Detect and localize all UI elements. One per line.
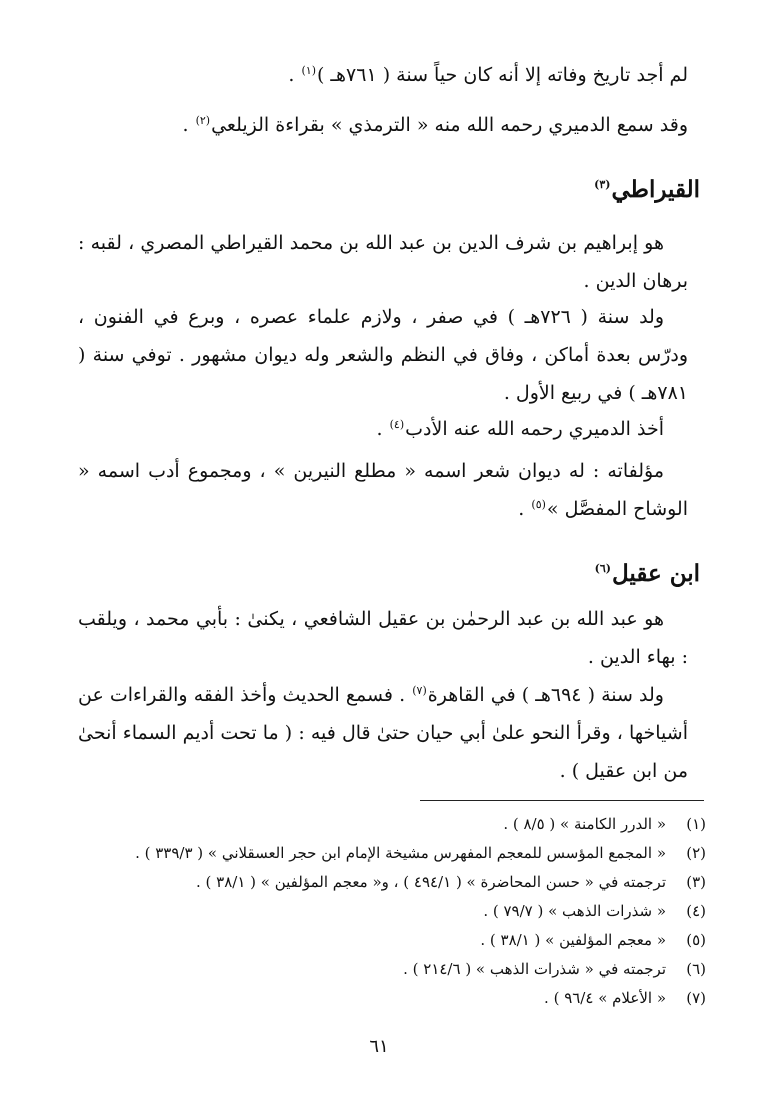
- footnote-item: [40, 868, 706, 897]
- footnote-number: (٥): [686, 931, 706, 949]
- footnote-item: [40, 810, 706, 839]
- intro-line-1-text: لم أجد تاريخ وفاته إلا أنه كان حياً سنة ( ٧٦١هـ ): [316, 64, 688, 86]
- section-heading-qirati: [593, 172, 700, 208]
- footnote-ref-7: (٧): [412, 683, 427, 697]
- footnote-ref-6: (٦): [594, 562, 611, 576]
- ibn-aqil-paragraph-2-rest: . فسمع الحديث وأخذ الفقه والقراءات عن أشياخها ، وقرأ النحو علىٰ أبي حيان حتىٰ قال فيه : ( ما تحت أديم السماء أنحىٰ من ابن عقيل ) .: [78, 684, 688, 782]
- footnote-ref-3: (٣): [594, 178, 611, 192]
- footnote-separator: [420, 800, 704, 801]
- footnote-ref-4: (٤): [389, 417, 405, 431]
- footnote-text: « الدرر الكامنة » ( ٨/٥ ) .: [503, 815, 666, 833]
- footnote-number: (٤): [686, 902, 706, 920]
- footnote-item: [40, 839, 706, 868]
- section-heading-ibn-aqil: [594, 556, 700, 592]
- page-number: ٦١: [369, 1036, 389, 1057]
- footnote-text: « شذرات الذهب » ( ٧٩/٧ ) .: [483, 902, 666, 920]
- footnote-number: (٢): [686, 844, 706, 862]
- ibn-aqil-paragraph-2-start: ولد سنة ( ٦٩٤هـ ) في القاهرة: [427, 684, 664, 706]
- section-heading-ibn-aqil-title: ابن عقيل: [611, 560, 700, 587]
- footnote-ref-5: (٥): [531, 497, 546, 511]
- footnote-ref-1: (١): [301, 63, 316, 77]
- footnote-number: (٧): [686, 989, 706, 1007]
- footnote-text: « المجمع المؤسس للمعجم المفهرس مشيخة الإمام ابن حجر العسقلاني » ( ٣٣٩/٣ ) .: [135, 844, 666, 862]
- intro-line-2-end: .: [182, 114, 195, 136]
- intro-line-1-end: .: [288, 64, 301, 86]
- qirati-paragraph-3-end: .: [376, 418, 389, 440]
- qirati-paragraph-2: ولد سنة ( ٧٢٦هـ ) في صفر ، ولازم علماء عصره ، وبرع في الفنون ، ودرّس بعدة أماكن ، وفاق في النظم والشعر وله ديوان مشهور . توفي سنة ( ٧٨١هـ ) في ربيع الأول .: [78, 306, 688, 404]
- intro-line-1: [78, 56, 688, 94]
- intro-line-2: [78, 106, 688, 144]
- footnote-item: [40, 984, 706, 1013]
- footnote-number: (٣): [686, 873, 706, 891]
- footnote-item: [40, 955, 706, 984]
- ibn-aqil-paragraph-2: [78, 676, 688, 790]
- qirati-paragraph-4-end: .: [518, 498, 531, 520]
- intro-line-2-text: وقد سمع الدميري رحمه الله منه « الترمذي » بقراءة الزيلعي: [211, 114, 688, 136]
- qirati-paragraph-4: [78, 452, 688, 528]
- section-heading-qirati-title: القيراطي: [611, 176, 700, 203]
- qirati-paragraph-3: [78, 410, 688, 448]
- footnote-number: (١): [686, 815, 706, 833]
- footnotes-list: [40, 810, 706, 1013]
- ibn-aqil-paragraph-1: هو عبد الله بن عبد الرحمٰن بن عقيل الشافعي ، يكنىٰ : بأبي محمد ، ويلقب : بهاء الدين .: [78, 608, 688, 668]
- qirati-paragraph-3-text: أخذ الدميري رحمه الله عنه الأدب: [405, 418, 664, 440]
- footnote-text: « الأعلام » ٩٦/٤ ) .: [544, 989, 666, 1007]
- footnote-text: ترجمته في « شذرات الذهب » ( ٢١٤/٦ ) .: [403, 960, 666, 978]
- footnote-ref-2: (٢): [195, 113, 211, 127]
- footnote-item: [40, 926, 706, 955]
- qirati-paragraph-4-text: مؤلفاته : له ديوان شعر اسمه « مطلع النيرين » ، ومجموع أدب اسمه « الوشاح المفصَّل »: [78, 460, 688, 520]
- footnote-number: (٦): [686, 960, 706, 978]
- qirati-paragraph-1: هو إبراهيم بن شرف الدين بن عبد الله بن محمد القيراطي المصري ، لقبه : برهان الدين .: [78, 232, 688, 292]
- footnote-text: « معجم المؤلفين » ( ٣٨/١ ) .: [480, 931, 666, 949]
- footnote-text: ترجمته في « حسن المحاضرة » ( ٤٩٤/١ ) ، و« معجم المؤلفين » ( ٣٨/١ ) .: [196, 873, 666, 891]
- footnote-item: [40, 897, 706, 926]
